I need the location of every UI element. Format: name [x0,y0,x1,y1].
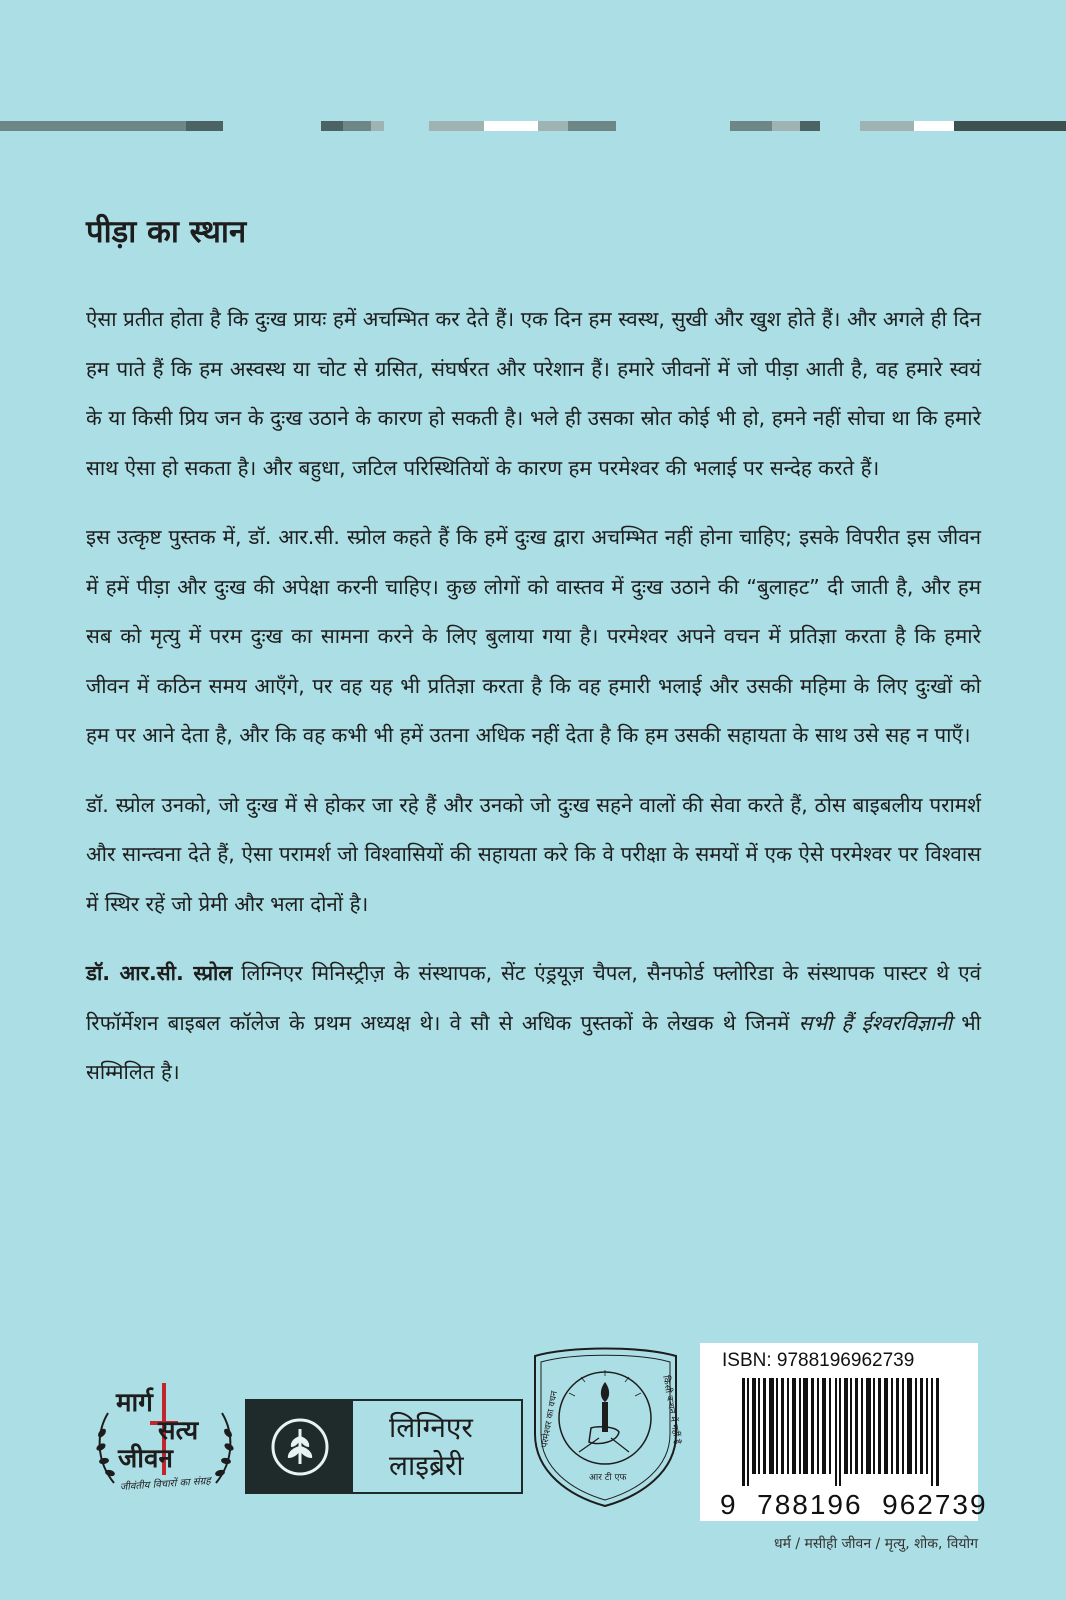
flame-icon [601,1382,609,1402]
author-name: डॉ. आर.सी. स्प्रोल [86,961,233,985]
book-reference: सभी हैं ईश्वरविज्ञानी [798,1010,952,1035]
ligonier-leaf-icon [247,1401,353,1492]
logo-line-1: मार्ग [116,1388,153,1418]
crest-right-text: किसी बन्धन में नहीं है [660,1374,682,1445]
category-label: धर्म / मसीही जीवन / मृत्यु, शोक, वियोग [773,1536,978,1552]
marg-satya-jeevan-logo [92,1383,238,1501]
crest-bottom-text: आर टी एफ [589,1473,627,1483]
author-bio-text: लिग्निएर मिनिस्ट्रीज़ के संस्थापक, सेंट एंड्रयूज़ चैपल, सैनफोर्ड फ्लोरिडा के संस्थापक पास्टर थे एवं रिफॉर्मेशन बाइबल कॉलेज के प्रथम अध्यक्ष थे। वे सौ से अधिक पुस्तकों के लेखक थे जिनमें [86,961,982,1035]
barcode-icon [742,1378,940,1486]
logo-tagline: जीवंतीय विचारों का संग्रह [119,1475,212,1494]
ligonier-line-2: लाइब्रेरी [389,1448,464,1482]
back-cover-title: पीड़ा का स्थान [86,214,247,250]
blurb-paragraph-3: डॉ. स्प्रोल उनको, जो दुःख में से होकर जा रहे हैं और उनको जो दुःख सहने वालों की सेवा करते हैं, ठोस बाइबलीय परामर्श और सान्त्वना देते हैं, ऐसा परामर्श जो विश्वासियों की सहायता करे कि वे परीक्षा के समयों में एक ऐसे परमेश्वर पर विश्वास में स्थिर रहें जो प्रेमी और भला दोनों है। [86,792,981,916]
barcode-digits: 9 788196 962739 [720,1489,988,1520]
crest-left-text: परमेश्वर का वचन [540,1390,560,1449]
blurb-paragraph-2: इस उत्कृष्ट पुस्तक में, डॉ. आर.सी. स्प्रोल कहते हैं कि हमें दुःख द्वारा अचम्भित नहीं होना चाहिए; इसके विपरीत इस जीवन में हमें पीड़ा और दुःख की अपेक्षा करनी चाहिए। कुछ लोगों को वास्तव में दुःख उठाने की “बुलाहट” दी जाती है, और हम सब को मृत्यु में परम दुःख का सामना करने के लिए बुलाया गया है। परमेश्वर अपने वचन में प्रतिज्ञा करता है कि हमारे जीवन में कठिन समय आएँगे, पर वह यह भी प्रतिज्ञा करता है कि वह हमारी भलाई और उसकी महिमा के लिए दुःखों को हम पर आने देता है, और कि वह कभी भी हमें उतना अधिक नहीं देता है कि हम उसकी सहायता के साथ उसे सह न पाएँ। [86,525,981,747]
decorative-stripes [0,121,1066,131]
ligonier-line-1: लिग्निएर [389,1410,473,1444]
blurb-paragraph-1: ऐसा प्रतीत होता है कि दुःख प्रायः हमें अचम्भित कर देते हैं। एक दिन हम स्वस्थ, सुखी और खुश होते हैं। और अगले ही दिन हम पाते हैं कि हम अस्वस्थ या चोट से ग्रसित, संघर्षरत और परेशान हैं। हमारे जीवनों में जो पीड़ा आती है, वह हमारे स्वयं के या किसी प्रिय जन के दुःख उठाने के कारण हो सकती है। भले ही उसका स्रोत कोई भी हो, हमने नहीं सोचा था कि हमारे साथ ऐसा हो सकता है। और बहुधा, जटिल परिस्थितियों के कारण हम परमेश्वर की भलाई पर सन्देह करते हैं। [86,307,981,480]
logo-line-3: जीवन [118,1444,173,1474]
blurb [86,295,981,1118]
isbn-label: ISBN: 9788196962739 [722,1350,915,1371]
author-bio [86,949,981,1098]
logo-line-2: सत्य [158,1416,199,1446]
crest-logo [529,1342,682,1510]
ligonier-library-logo [245,1399,523,1494]
author-bio-suffix: भी सम्मिलित है। [86,1010,981,1084]
